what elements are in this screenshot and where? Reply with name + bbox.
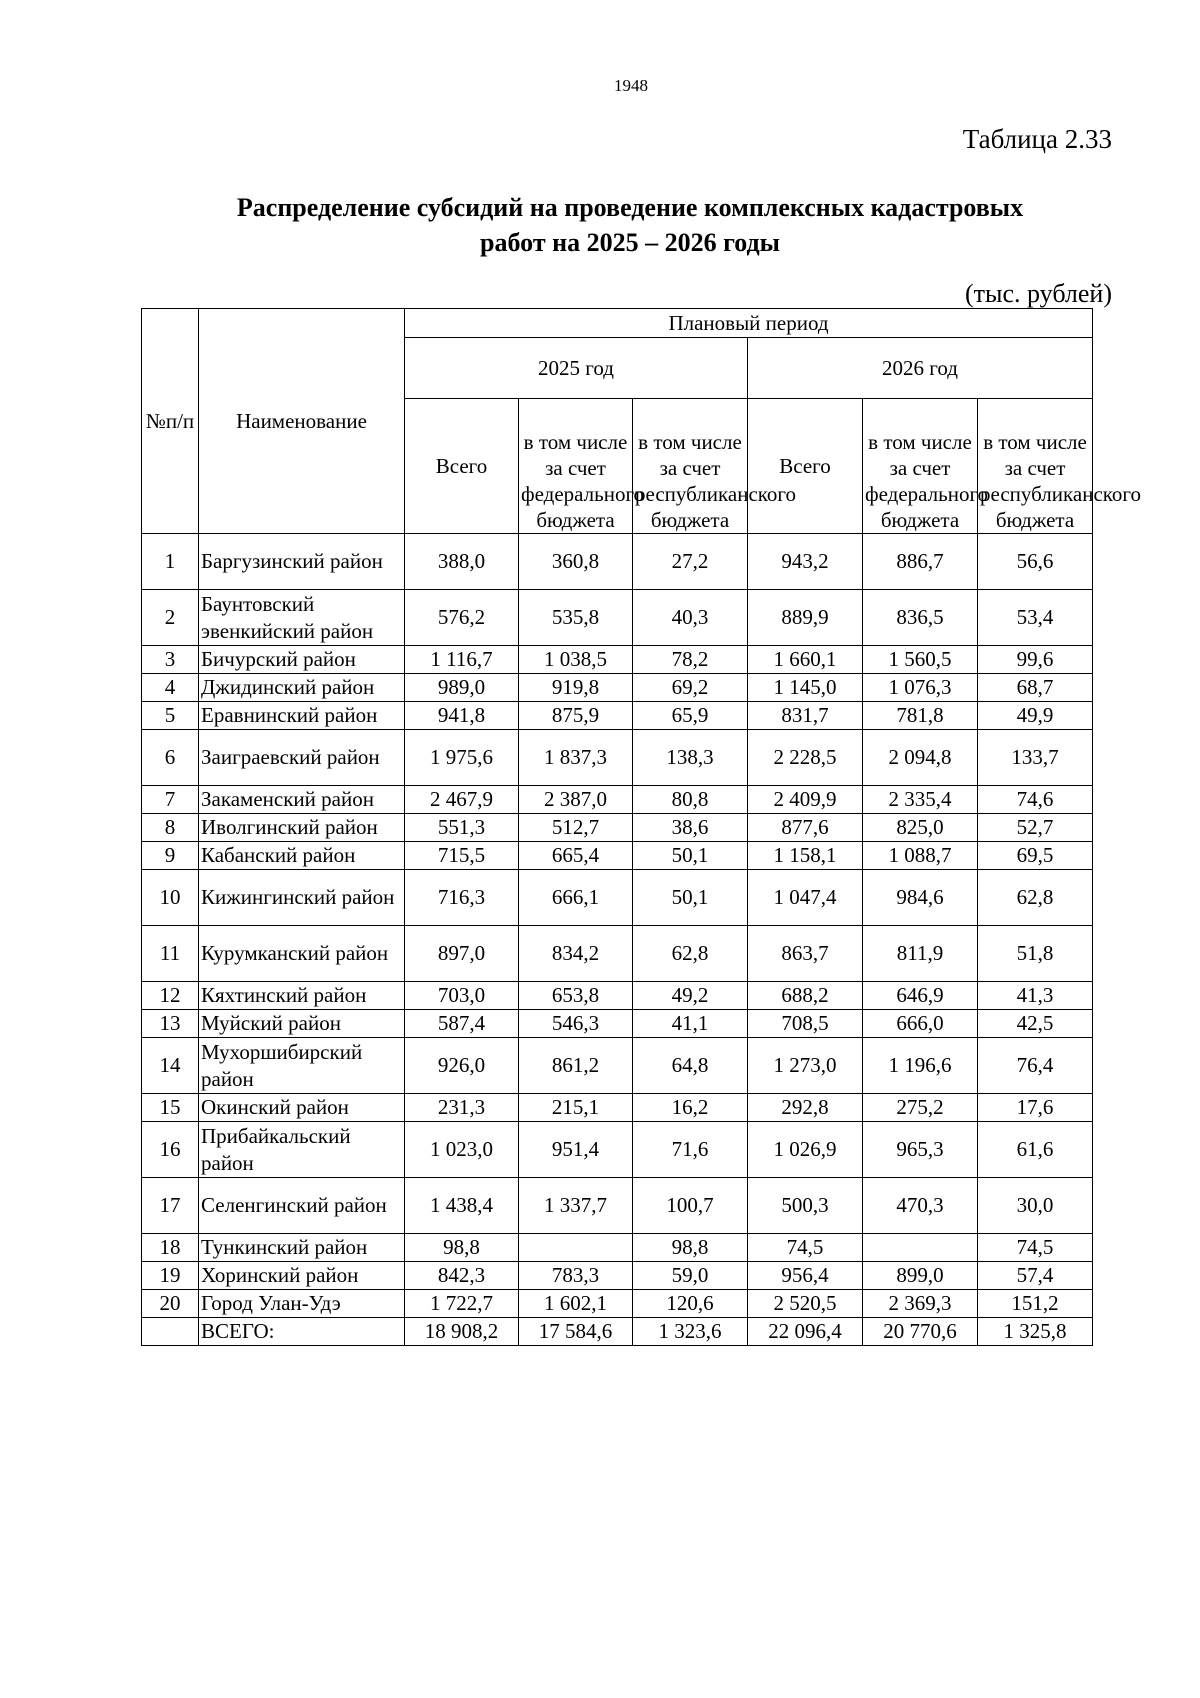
cell-republic-2025: 49,2 bbox=[633, 982, 748, 1010]
cell-republic-2026: 30,0 bbox=[978, 1178, 1093, 1234]
cell-total-2025: 388,0 bbox=[405, 534, 519, 590]
header-republic-2025: в том числе за счет республиканского бюджета bbox=[633, 399, 748, 534]
table-row bbox=[142, 534, 1093, 590]
total-row bbox=[142, 1318, 1093, 1346]
table-row bbox=[142, 982, 1093, 1010]
cell-federal-2025: 512,7 bbox=[519, 814, 633, 842]
cell-total-2026: 292,8 bbox=[748, 1094, 863, 1122]
cell-federal-2025: 215,1 bbox=[519, 1094, 633, 1122]
cell-republic-2025: 16,2 bbox=[633, 1094, 748, 1122]
cell-federal-2025: 875,9 bbox=[519, 702, 633, 730]
cell-federal-2026: 1 076,3 bbox=[863, 674, 978, 702]
header-total-2025: Всего bbox=[405, 399, 519, 534]
row-name: Муйский район bbox=[199, 1010, 405, 1038]
cell-total-2025: 842,3 bbox=[405, 1262, 519, 1290]
subsidy-table bbox=[141, 308, 1141, 1346]
cell-federal-2026: 1 088,7 bbox=[863, 842, 978, 870]
header-name: Наименование bbox=[199, 309, 405, 534]
cell-total-2025: 703,0 bbox=[405, 982, 519, 1010]
cell-total-2026: 956,4 bbox=[748, 1262, 863, 1290]
cell-federal-2026: 886,7 bbox=[863, 534, 978, 590]
cell-republic-2025: 40,3 bbox=[633, 590, 748, 646]
cell-republic-2026: 52,7 bbox=[978, 814, 1093, 842]
cell-republic-2026: 42,5 bbox=[978, 1010, 1093, 1038]
total-republic-2026: 1 325,8 bbox=[978, 1318, 1093, 1346]
cell-federal-2025: 919,8 bbox=[519, 674, 633, 702]
cell-federal-2025 bbox=[519, 1234, 633, 1262]
units-label: (тыс. рублей) bbox=[964, 279, 1112, 308]
table-row bbox=[142, 1262, 1093, 1290]
cell-republic-2026: 68,7 bbox=[978, 674, 1093, 702]
total-label: ВСЕГО: bbox=[199, 1318, 405, 1346]
cell-federal-2026: 666,0 bbox=[863, 1010, 978, 1038]
row-name: Окинский район bbox=[199, 1094, 405, 1122]
row-num: 17 bbox=[142, 1178, 199, 1234]
row-name: Прибайкальский район bbox=[199, 1122, 405, 1178]
table-row bbox=[142, 730, 1093, 786]
cell-total-2025: 576,2 bbox=[405, 590, 519, 646]
cell-total-2025: 1 023,0 bbox=[405, 1122, 519, 1178]
cell-republic-2026: 74,5 bbox=[978, 1234, 1093, 1262]
cell-federal-2026: 1 196,6 bbox=[863, 1038, 978, 1094]
title-line-1: Распределение субсидий на проведение комплексных кадастровых bbox=[236, 193, 1024, 222]
cell-republic-2025: 138,3 bbox=[633, 730, 748, 786]
header-federal-2026: в том числе за счет федерального бюджета bbox=[863, 399, 978, 534]
cell-republic-2025: 64,8 bbox=[633, 1038, 748, 1094]
cell-total-2026: 688,2 bbox=[748, 982, 863, 1010]
row-num: 8 bbox=[142, 814, 199, 842]
table-row bbox=[142, 1038, 1093, 1094]
header-year-2025: 2025 год bbox=[405, 338, 748, 399]
cell-total-2026: 1 145,0 bbox=[748, 674, 863, 702]
cell-federal-2026: 1 560,5 bbox=[863, 646, 978, 674]
cell-federal-2025: 546,3 bbox=[519, 1010, 633, 1038]
cell-federal-2026: 646,9 bbox=[863, 982, 978, 1010]
table-row bbox=[142, 870, 1093, 926]
cell-republic-2025: 65,9 bbox=[633, 702, 748, 730]
cell-federal-2025: 834,2 bbox=[519, 926, 633, 982]
cell-republic-2025: 38,6 bbox=[633, 814, 748, 842]
cell-total-2025: 897,0 bbox=[405, 926, 519, 982]
title-line-2: работ на 2025 – 2026 годы bbox=[480, 228, 780, 257]
row-num: 20 bbox=[142, 1290, 199, 1318]
cell-federal-2026: 984,6 bbox=[863, 870, 978, 926]
cell-republic-2026: 41,3 bbox=[978, 982, 1093, 1010]
cell-total-2025: 587,4 bbox=[405, 1010, 519, 1038]
cell-republic-2026: 74,6 bbox=[978, 786, 1093, 814]
table-row bbox=[142, 646, 1093, 674]
row-num: 18 bbox=[142, 1234, 199, 1262]
cell-total-2026: 877,6 bbox=[748, 814, 863, 842]
row-name: Кяхтинский район bbox=[199, 982, 405, 1010]
total-federal-2025: 17 584,6 bbox=[519, 1318, 633, 1346]
row-num: 4 bbox=[142, 674, 199, 702]
cell-republic-2026: 57,4 bbox=[978, 1262, 1093, 1290]
row-name: Кижингинский район bbox=[199, 870, 405, 926]
cell-republic-2026: 62,8 bbox=[978, 870, 1093, 926]
table-row bbox=[142, 1122, 1093, 1178]
row-name: Селенгинский район bbox=[199, 1178, 405, 1234]
row-name: Закаменский район bbox=[199, 786, 405, 814]
cell-federal-2025: 1 038,5 bbox=[519, 646, 633, 674]
table-row bbox=[142, 1290, 1093, 1318]
cell-republic-2025: 80,8 bbox=[633, 786, 748, 814]
cell-republic-2026: 56,6 bbox=[978, 534, 1093, 590]
cell-total-2026: 1 660,1 bbox=[748, 646, 863, 674]
row-num: 6 bbox=[142, 730, 199, 786]
cell-total-2026: 863,7 bbox=[748, 926, 863, 982]
cell-total-2025: 2 467,9 bbox=[405, 786, 519, 814]
row-num: 7 bbox=[142, 786, 199, 814]
table-row bbox=[142, 814, 1093, 842]
header-total-2026: Всего bbox=[748, 399, 863, 534]
table-row bbox=[142, 702, 1093, 730]
cell-federal-2025: 666,1 bbox=[519, 870, 633, 926]
cell-republic-2025: 71,6 bbox=[633, 1122, 748, 1178]
cell-republic-2025: 50,1 bbox=[633, 842, 748, 870]
cell-republic-2025: 98,8 bbox=[633, 1234, 748, 1262]
cell-total-2026: 2 228,5 bbox=[748, 730, 863, 786]
cell-republic-2026: 76,4 bbox=[978, 1038, 1093, 1094]
table-row bbox=[142, 786, 1093, 814]
cell-federal-2025: 2 387,0 bbox=[519, 786, 633, 814]
cell-federal-2026: 836,5 bbox=[863, 590, 978, 646]
row-num: 5 bbox=[142, 702, 199, 730]
cell-federal-2025: 360,8 bbox=[519, 534, 633, 590]
cell-total-2025: 98,8 bbox=[405, 1234, 519, 1262]
cell-total-2026: 943,2 bbox=[748, 534, 863, 590]
cell-federal-2025: 653,8 bbox=[519, 982, 633, 1010]
cell-total-2026: 1 047,4 bbox=[748, 870, 863, 926]
cell-federal-2025: 951,4 bbox=[519, 1122, 633, 1178]
cell-federal-2025: 1 837,3 bbox=[519, 730, 633, 786]
cell-federal-2026: 470,3 bbox=[863, 1178, 978, 1234]
cell-republic-2025: 27,2 bbox=[633, 534, 748, 590]
cell-total-2025: 1 116,7 bbox=[405, 646, 519, 674]
cell-total-2025: 551,3 bbox=[405, 814, 519, 842]
cell-federal-2026: 899,0 bbox=[863, 1262, 978, 1290]
cell-republic-2025: 78,2 bbox=[633, 646, 748, 674]
table-row bbox=[142, 1094, 1093, 1122]
row-name: Мухоршибирский район bbox=[199, 1038, 405, 1094]
total-federal-2026: 20 770,6 bbox=[863, 1318, 978, 1346]
cell-total-2025: 715,5 bbox=[405, 842, 519, 870]
row-num: 2 bbox=[142, 590, 199, 646]
row-num: 11 bbox=[142, 926, 199, 982]
cell-republic-2025: 120,6 bbox=[633, 1290, 748, 1318]
cell-total-2026: 1 273,0 bbox=[748, 1038, 863, 1094]
cell-total-2026: 2 520,5 bbox=[748, 1290, 863, 1318]
cell-total-2025: 1 438,4 bbox=[405, 1178, 519, 1234]
cell-federal-2026: 965,3 bbox=[863, 1122, 978, 1178]
cell-total-2025: 716,3 bbox=[405, 870, 519, 926]
cell-republic-2026: 133,7 bbox=[978, 730, 1093, 786]
cell-federal-2026: 2 094,8 bbox=[863, 730, 978, 786]
table-row bbox=[142, 1234, 1093, 1262]
cell-total-2026: 2 409,9 bbox=[748, 786, 863, 814]
row-num: 14 bbox=[142, 1038, 199, 1094]
row-num: 12 bbox=[142, 982, 199, 1010]
cell-republic-2026: 53,4 bbox=[978, 590, 1093, 646]
cell-total-2026: 74,5 bbox=[748, 1234, 863, 1262]
row-num: 13 bbox=[142, 1010, 199, 1038]
row-name: Тункинский район bbox=[199, 1234, 405, 1262]
row-name: Хоринский район bbox=[199, 1262, 405, 1290]
page-number: 1948 bbox=[614, 76, 648, 95]
cell-republic-2026: 17,6 bbox=[978, 1094, 1093, 1122]
row-num: 3 bbox=[142, 646, 199, 674]
row-num: 1 bbox=[142, 534, 199, 590]
cell-republic-2026: 51,8 bbox=[978, 926, 1093, 982]
header-num: №п/п bbox=[142, 309, 199, 534]
cell-total-2025: 926,0 bbox=[405, 1038, 519, 1094]
cell-total-2025: 1 975,6 bbox=[405, 730, 519, 786]
row-num: 10 bbox=[142, 870, 199, 926]
total-row-num bbox=[142, 1318, 199, 1346]
cell-total-2026: 500,3 bbox=[748, 1178, 863, 1234]
row-name: Заиграевский район bbox=[199, 730, 405, 786]
row-name: Иволгинский район bbox=[199, 814, 405, 842]
cell-total-2026: 831,7 bbox=[748, 702, 863, 730]
cell-republic-2025: 69,2 bbox=[633, 674, 748, 702]
cell-federal-2025: 1 337,7 bbox=[519, 1178, 633, 1234]
cell-total-2025: 1 722,7 bbox=[405, 1290, 519, 1318]
cell-federal-2025: 861,2 bbox=[519, 1038, 633, 1094]
cell-federal-2026: 825,0 bbox=[863, 814, 978, 842]
row-name: Бичурский район bbox=[199, 646, 405, 674]
cell-republic-2025: 59,0 bbox=[633, 1262, 748, 1290]
row-num: 19 bbox=[142, 1262, 199, 1290]
table-row bbox=[142, 590, 1093, 646]
table-row bbox=[142, 842, 1093, 870]
table-row bbox=[142, 1178, 1093, 1234]
cell-total-2026: 889,9 bbox=[748, 590, 863, 646]
cell-total-2025: 941,8 bbox=[405, 702, 519, 730]
row-name: Баргузинский район bbox=[199, 534, 405, 590]
cell-federal-2025: 1 602,1 bbox=[519, 1290, 633, 1318]
row-name: Кабанский район bbox=[199, 842, 405, 870]
row-name: Джидинский район bbox=[199, 674, 405, 702]
row-num: 16 bbox=[142, 1122, 199, 1178]
row-name: Еравнинский район bbox=[199, 702, 405, 730]
total-2026: 22 096,4 bbox=[748, 1318, 863, 1346]
table-row bbox=[142, 926, 1093, 982]
row-num: 9 bbox=[142, 842, 199, 870]
cell-federal-2026: 811,9 bbox=[863, 926, 978, 982]
cell-republic-2025: 62,8 bbox=[633, 926, 748, 982]
cell-republic-2026: 99,6 bbox=[978, 646, 1093, 674]
table-row bbox=[142, 674, 1093, 702]
row-num: 15 bbox=[142, 1094, 199, 1122]
document-title bbox=[140, 190, 1120, 260]
cell-total-2025: 231,3 bbox=[405, 1094, 519, 1122]
total-republic-2025: 1 323,6 bbox=[633, 1318, 748, 1346]
cell-federal-2025: 535,8 bbox=[519, 590, 633, 646]
cell-total-2025: 989,0 bbox=[405, 674, 519, 702]
cell-republic-2026: 151,2 bbox=[978, 1290, 1093, 1318]
header-republic-2026: в том числе за счет республиканского бюджета bbox=[978, 399, 1093, 534]
row-name: Баунтовский эвенкийский район bbox=[199, 590, 405, 646]
header-planned-period: Плановый период bbox=[405, 309, 1093, 338]
cell-republic-2025: 50,1 bbox=[633, 870, 748, 926]
cell-federal-2026 bbox=[863, 1234, 978, 1262]
row-name: Курумканский район bbox=[199, 926, 405, 982]
cell-total-2026: 1 158,1 bbox=[748, 842, 863, 870]
cell-republic-2026: 69,5 bbox=[978, 842, 1093, 870]
cell-federal-2026: 2 369,3 bbox=[863, 1290, 978, 1318]
cell-total-2026: 708,5 bbox=[748, 1010, 863, 1038]
total-2025: 18 908,2 bbox=[405, 1318, 519, 1346]
cell-republic-2026: 61,6 bbox=[978, 1122, 1093, 1178]
cell-federal-2025: 783,3 bbox=[519, 1262, 633, 1290]
header-year-2026: 2026 год bbox=[748, 338, 1093, 399]
table-row bbox=[142, 1010, 1093, 1038]
cell-republic-2026: 49,9 bbox=[978, 702, 1093, 730]
header-federal-2025: в том числе за счет федерального бюджета bbox=[519, 399, 633, 534]
table-caption: Таблица 2.33 bbox=[962, 124, 1112, 154]
row-name: Город Улан-Удэ bbox=[199, 1290, 405, 1318]
cell-total-2026: 1 026,9 bbox=[748, 1122, 863, 1178]
cell-federal-2025: 665,4 bbox=[519, 842, 633, 870]
cell-republic-2025: 100,7 bbox=[633, 1178, 748, 1234]
cell-federal-2026: 2 335,4 bbox=[863, 786, 978, 814]
cell-federal-2026: 275,2 bbox=[863, 1094, 978, 1122]
cell-federal-2026: 781,8 bbox=[863, 702, 978, 730]
cell-republic-2025: 41,1 bbox=[633, 1010, 748, 1038]
